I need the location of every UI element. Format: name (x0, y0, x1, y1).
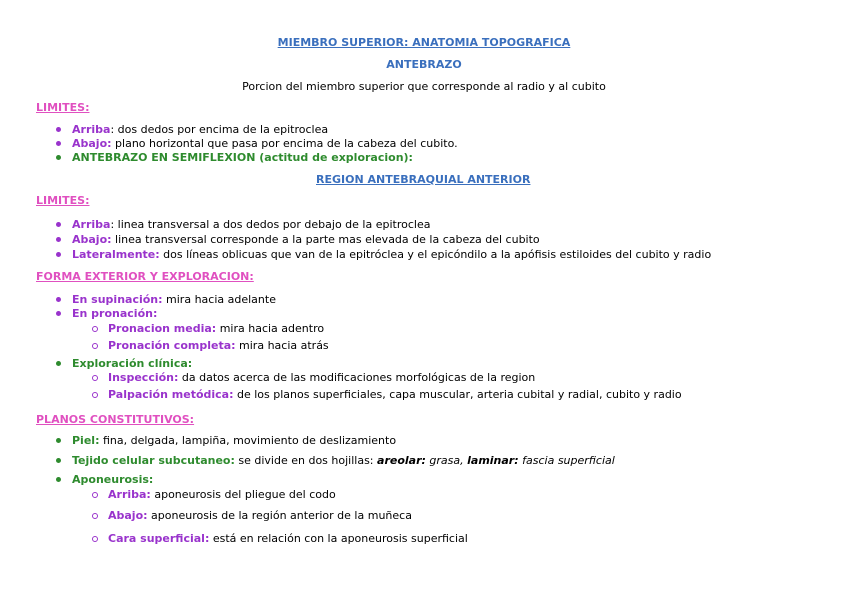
bullet-dot-icon (56, 141, 61, 146)
section-heading-planos: PLANOS CONSTITUTIVOS: (36, 413, 195, 426)
bullet-dot-icon (56, 438, 61, 443)
list-item: Abajo: plano horizontal que pasa por encima de la cabeza del cubito. (72, 137, 458, 150)
bullet-dot-icon (56, 237, 61, 242)
bullet-dot-icon (56, 361, 61, 366)
bullet-dot-icon (56, 127, 61, 132)
list-item: Tejido celular subcutaneo: se divide en dos hojillas: areolar: grasa, laminar: fascia superficial (72, 454, 615, 467)
list-item: Aponeurosis: (72, 473, 154, 486)
bullet-dot-icon (56, 222, 61, 227)
page-subtitle: ANTEBRAZO (386, 58, 462, 71)
list-item: Arriba: aponeurosis del pliegue del codo (108, 488, 336, 501)
list-item: En supinación: mira hacia adelante (72, 293, 276, 306)
bullet-dot-icon (56, 477, 61, 482)
bullet-circle-icon (92, 326, 98, 332)
section-heading-forma: FORMA EXTERIOR Y EXPLORACION: (36, 270, 254, 283)
bullet-dot-icon (56, 297, 61, 302)
list-item: ANTEBRAZO EN SEMIFLEXION (actitud de exploracion): (72, 151, 413, 164)
list-item: Arriba: linea transversal a dos dedos por debajo de la epitroclea (72, 218, 431, 231)
list-item: Abajo: aponeurosis de la región anterior de la muñeca (108, 509, 412, 522)
bullet-circle-icon (92, 536, 98, 542)
bullet-circle-icon (92, 343, 98, 349)
list-item: Cara superficial: está en relación con la aponeurosis superficial (108, 532, 468, 545)
section-heading-limites-region: LIMITES: (36, 194, 90, 207)
bullet-dot-icon (56, 155, 61, 160)
bullet-dot-icon (56, 252, 61, 257)
list-item: En pronación: (72, 307, 158, 320)
section-heading-limites: LIMITES: (36, 101, 90, 114)
page-title: MIEMBRO SUPERIOR: ANATOMIA TOPOGRAFICA (277, 36, 571, 49)
list-item: Lateralmente: dos líneas oblicuas que van de la epitróclea y el epicóndilo a la apófisis estiloides del cubito y radio (72, 248, 712, 261)
page-description: Porcion del miembro superior que corresponde al radio y al cubito (242, 80, 606, 93)
list-item: Pronación completa: mira hacia atrás (108, 339, 329, 352)
bullet-circle-icon (92, 492, 98, 498)
list-item: Inspección: da datos acerca de las modificaciones morfológicas de la region (108, 371, 536, 384)
list-item: Pronacion media: mira hacia adentro (108, 322, 325, 335)
list-item: Exploración clínica: (72, 357, 193, 370)
list-item: Palpación metódica: de los planos superficiales, capa muscular, arteria cubital y radial, cubito y radio (108, 388, 682, 401)
bullet-dot-icon (56, 311, 61, 316)
list-item: Abajo: linea transversal corresponde a la parte mas elevada de la cabeza del cubito (72, 233, 540, 246)
list-item: Piel: fina, delgada, lampiña, movimiento de deslizamiento (72, 434, 397, 447)
bullet-circle-icon (92, 513, 98, 519)
bullet-circle-icon (92, 375, 98, 381)
bullet-circle-icon (92, 392, 98, 398)
list-item: Arriba: dos dedos por encima de la epitroclea (72, 123, 329, 136)
region-title: REGION ANTEBRAQUIAL ANTERIOR (316, 173, 531, 186)
bullet-dot-icon (56, 458, 61, 463)
